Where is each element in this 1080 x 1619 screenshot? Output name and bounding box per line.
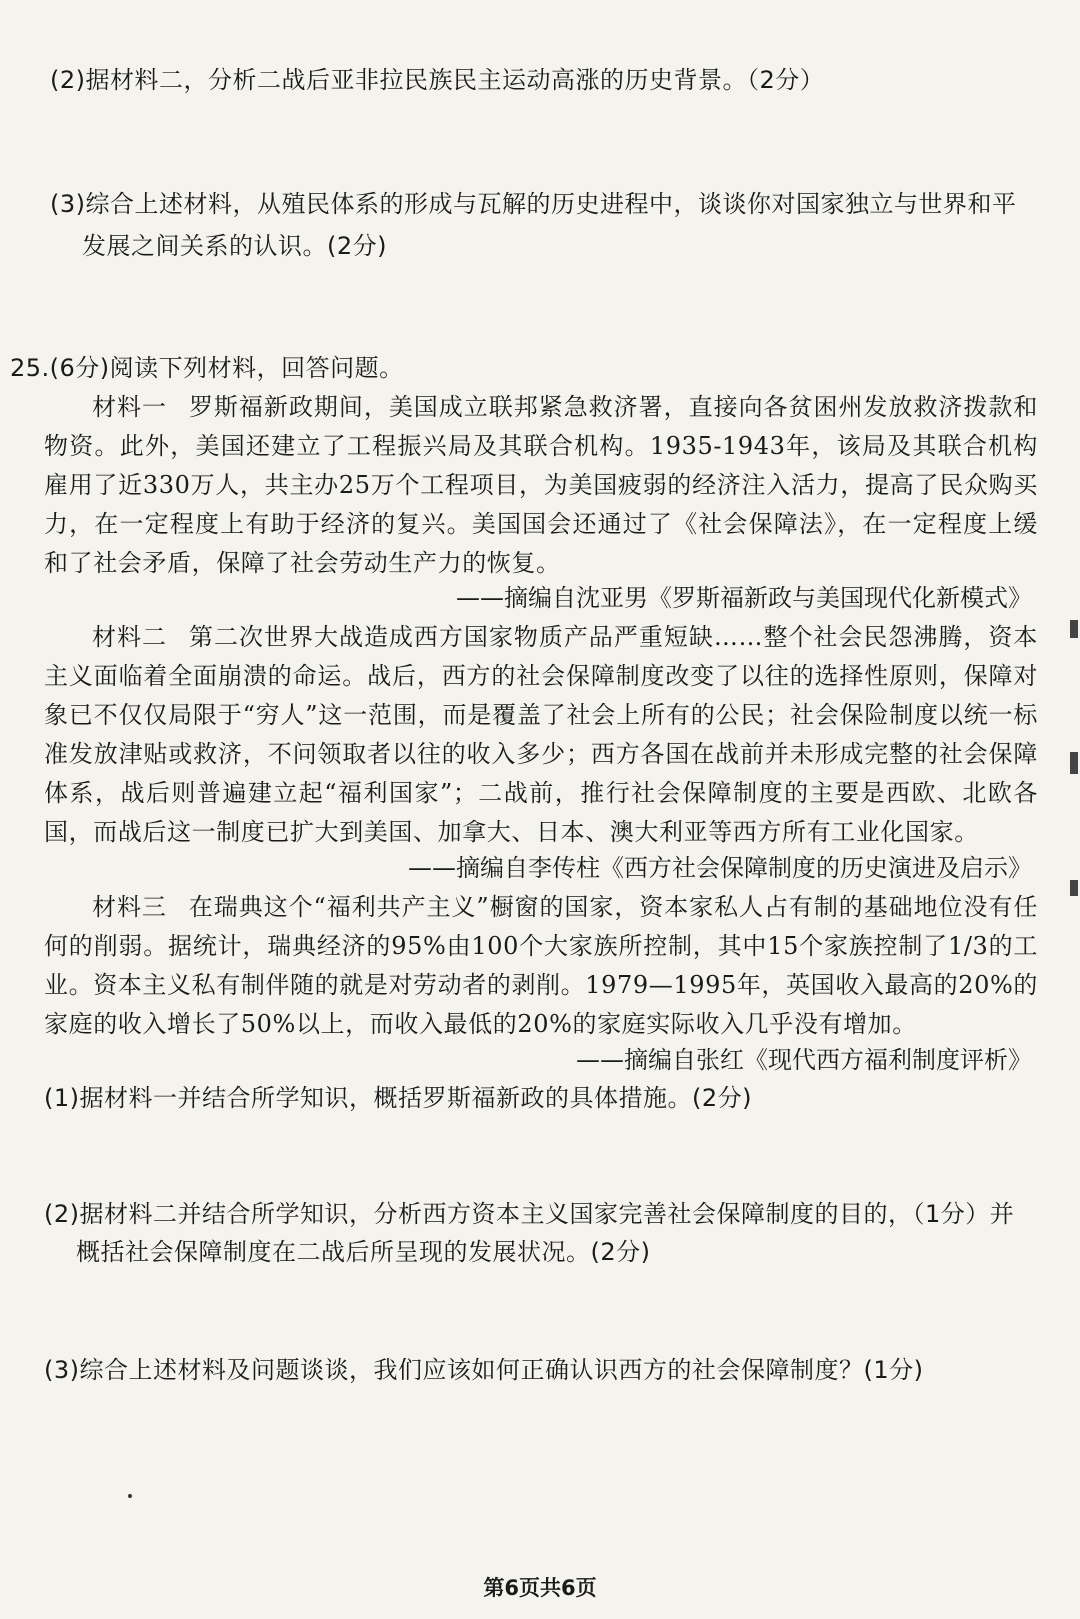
prev-question-3-line2: 发展之间关系的认识。(2分) — [82, 232, 387, 260]
material-1-label: 材料一 — [92, 393, 167, 421]
question-25-3: (3)综合上述材料及问题谈谈，我们应该如何正确认识西方的社会保障制度？(1分) — [44, 1356, 924, 1384]
material-2-label: 材料二 — [92, 623, 167, 651]
page-footer: 第6页共6页 — [483, 1576, 597, 1600]
material-2 — [44, 618, 1038, 852]
binding-edge-mark — [1070, 752, 1078, 774]
material-1-source: ——摘编自沈亚男《罗斯福新政与美国现代化新模式》 — [456, 584, 1032, 612]
material-2-source: ——摘编自李传柱《西方社会保障制度的历史演进及启示》 — [408, 854, 1032, 882]
prev-question-2: (2)据材料二，分析二战后亚非拉民族民主运动高涨的历史背景。（2分） — [50, 66, 825, 94]
binding-edge-mark — [1070, 880, 1078, 896]
question-25-2-line1: (2)据材料二并结合所学知识，分析西方资本主义国家完善社会保障制度的目的，（1分）并 — [44, 1200, 1015, 1228]
stray-mark — [128, 1494, 132, 1498]
material-3-label: 材料三 — [92, 893, 167, 921]
material-2-text: 第二次世界大战造成西方国家物质产品严重短缺……整个社会民怨沸腾，资本主义面临着全面崩溃的命运。战后，西方的社会保障制度改变了以往的选择性原则，保障对象已不仅仅局限于“穷人”这一范围，而是覆盖了社会上所有的公民；社会保险制度以统一标准发放津贴或救济，不问领取者以往的收入多少；西方各国在战前并未形成完整的社会保障体系，战后则普遍建立起“福利国家”；二战前，推行社会保障制度的主要是西欧、北欧各国，而战后这一制度已扩大到美国、加拿大、日本、澳大利亚等西方所有工业化国家。 — [44, 623, 1038, 846]
prev-question-3-line1: (3)综合上述材料，从殖民体系的形成与瓦解的历史进程中，谈谈你对国家独立与世界和平 — [50, 190, 1017, 218]
material-1-text: 罗斯福新政期间，美国成立联邦紧急救济署，直接向各贫困州发放救济拨款和物资。此外，美国还建立了工程振兴局及其联合机构。1935-1943年，该局及其联合机构雇用了近330万人，共主办25万个工程项目，为美国疲弱的经济注入活力，提高了民众购买力，在一定程度上有助于经济的复兴。美国国会还通过了《社会保障法》，在一定程度上缓和了社会矛盾，保障了社会劳动生产力的恢复。 — [44, 393, 1038, 577]
binding-edge-mark — [1070, 620, 1078, 638]
material-1 — [44, 388, 1038, 583]
material-3-text: 在瑞典这个“福利共产主义”橱窗的国家，资本家私人占有制的基础地位没有任何的削弱。据统计，瑞典经济的95%由100个大家族所控制，其中15个家族控制了1/3的工业。资本主义私有制伴随的就是对劳动者的剥削。1979—1995年，英国收入最高的20%的家庭的收入增长了50%以上，而收入最低的20%的家庭实际收入几乎没有增加。 — [44, 893, 1038, 1038]
question-25-1: (1)据材料一并结合所学知识，概括罗斯福新政的具体措施。(2分) — [44, 1084, 752, 1112]
material-3 — [44, 888, 1038, 1044]
question-25-2-line2: 概括社会保障制度在二战后所呈现的发展状况。(2分) — [76, 1238, 651, 1266]
material-3-source: ——摘编自张红《现代西方福利制度评析》 — [576, 1046, 1032, 1074]
question-25-header: 25.(6分)阅读下列材料，回答问题。 — [10, 354, 404, 382]
